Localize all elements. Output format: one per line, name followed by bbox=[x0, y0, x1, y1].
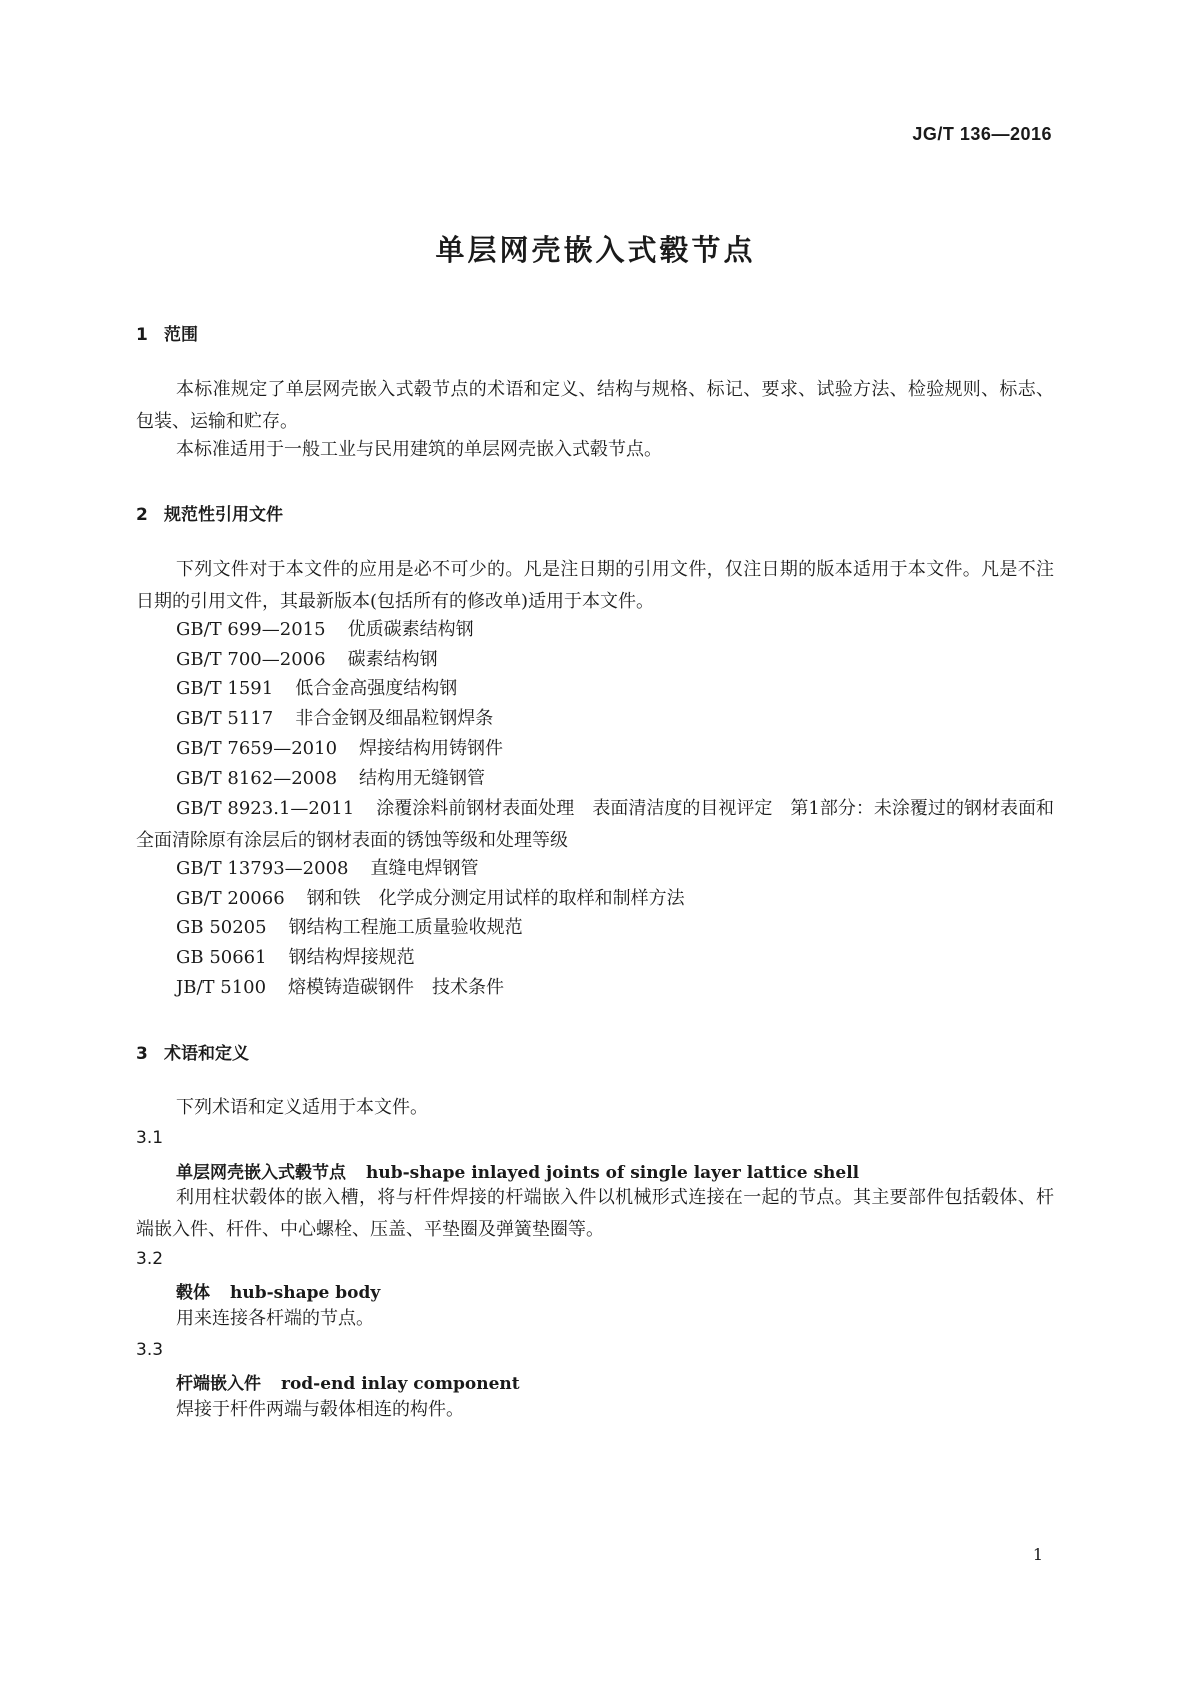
reference-code: GB/T 8162—2008 bbox=[176, 768, 338, 789]
section-number: 3 bbox=[136, 1044, 148, 1064]
reference-code: GB/T 1591 bbox=[176, 678, 274, 699]
term-definition: 利用柱状毂体的嵌入槽，将与杆件焊接的杆端嵌入件以机械形式连接在一起的节点。其主要部件包括毂体、杆端嵌入件、杆件、中心螺栓、压盖、平垫圈及弹簧垫圈等。 bbox=[136, 1187, 1054, 1240]
term-name-en: hub-shape body bbox=[230, 1283, 381, 1303]
reference-item bbox=[176, 763, 485, 795]
reference-item bbox=[176, 644, 438, 676]
reference-name: 焊接结构用铸钢件 bbox=[359, 738, 504, 759]
standard-code: JG/T 136—2016 bbox=[912, 124, 1052, 144]
reference-item bbox=[176, 853, 478, 885]
reference-item bbox=[176, 942, 415, 974]
reference-name: 优质碳素结构钢 bbox=[347, 619, 474, 640]
paragraph: 本标准规定了单层网壳嵌入式毂节点的术语和定义、结构与规格、标记、要求、试验方法、检验规则、标志、包装、运输和贮存。 bbox=[136, 379, 1054, 432]
reference-item bbox=[176, 703, 493, 735]
reference-name: 涂覆涂料前钢材表面处理 表面清洁度的目视评定 第1部分：未涂覆过的钢材表面和全面清除原有涂层后的钢材表面的锈蚀等级和处理等级 bbox=[136, 798, 1054, 851]
reference-name: 直缝电焊钢管 bbox=[370, 858, 479, 879]
section-title: 范围 bbox=[164, 325, 198, 345]
reference-item bbox=[136, 793, 1054, 857]
reference-name: 钢和铁 化学成分测定用试样的取样和制样方法 bbox=[306, 888, 685, 909]
reference-code: GB/T 13793—2008 bbox=[176, 858, 349, 879]
term-number: 3.1 bbox=[136, 1128, 164, 1148]
reference-code: GB 50205 bbox=[176, 917, 267, 938]
reference-code: GB/T 699—2015 bbox=[176, 619, 326, 640]
reference-code: GB/T 7659—2010 bbox=[176, 738, 338, 759]
reference-name: 熔模铸造碳钢件 技术条件 bbox=[288, 977, 505, 998]
term-name bbox=[176, 1158, 859, 1183]
reference-code: GB/T 700—2006 bbox=[176, 649, 326, 670]
term-name-en: hub-shape inlayed joints of single layer lattice shell bbox=[366, 1163, 860, 1183]
reference-code: GB 50661 bbox=[176, 947, 267, 968]
reference-item bbox=[176, 733, 503, 765]
document-title: 单层网壳嵌入式毂节点 bbox=[435, 233, 756, 267]
paragraph: 下列文件对于本文件的应用是必不可少的。凡是注日期的引用文件，仅注日期的版本适用于本文件。凡是不注日期的引用文件，其最新版本(包括所有的修改单)适用于本文件。 bbox=[136, 559, 1054, 612]
paragraph: 本标准适用于一般工业与民用建筑的单层网壳嵌入式毂节点。 bbox=[176, 439, 662, 460]
reference-name: 结构用无缝钢管 bbox=[359, 768, 486, 789]
term-definition: 焊接于杆件两端与毂体相连的构件。 bbox=[176, 1399, 464, 1420]
term-name-zh: 单层网壳嵌入式毂节点 bbox=[176, 1163, 346, 1183]
section-number: 2 bbox=[136, 505, 148, 525]
section-3-heading bbox=[136, 1039, 249, 1064]
reference-item bbox=[176, 614, 474, 646]
term-number: 3.2 bbox=[136, 1249, 164, 1269]
section-2-heading bbox=[136, 500, 283, 525]
reference-code: JB/T 5100 bbox=[176, 977, 267, 998]
reference-name: 碳素结构钢 bbox=[347, 649, 438, 670]
term-name-zh: 毂体 bbox=[176, 1283, 210, 1303]
section-title: 术语和定义 bbox=[164, 1044, 249, 1064]
reference-item bbox=[176, 972, 504, 1004]
reference-item bbox=[176, 912, 523, 944]
term-name-zh: 杆端嵌入件 bbox=[176, 1374, 261, 1394]
reference-item bbox=[176, 673, 457, 705]
reference-name: 钢结构焊接规范 bbox=[288, 947, 415, 968]
reference-item bbox=[176, 883, 685, 915]
reference-name: 低合金高强度结构钢 bbox=[295, 678, 458, 699]
reference-code: GB/T 8923.1—2011 bbox=[176, 798, 355, 819]
term-definition: 用来连接各杆端的节点。 bbox=[176, 1308, 374, 1329]
section-title: 规范性引用文件 bbox=[164, 505, 283, 525]
paragraph: 下列术语和定义适用于本文件。 bbox=[176, 1097, 428, 1118]
reference-code: GB/T 20066 bbox=[176, 888, 285, 909]
reference-name: 钢结构工程施工质量验收规范 bbox=[288, 917, 523, 938]
term-number: 3.3 bbox=[136, 1340, 164, 1360]
term-name-en: rod-end inlay component bbox=[281, 1374, 520, 1394]
section-1-heading bbox=[136, 320, 198, 345]
page-number: 1 bbox=[1032, 1545, 1043, 1564]
reference-code: GB/T 5117 bbox=[176, 708, 274, 729]
reference-name: 非合金钢及细晶粒钢焊条 bbox=[295, 708, 494, 729]
section-number: 1 bbox=[136, 325, 148, 345]
term-name bbox=[176, 1369, 520, 1394]
term-name bbox=[176, 1278, 380, 1303]
